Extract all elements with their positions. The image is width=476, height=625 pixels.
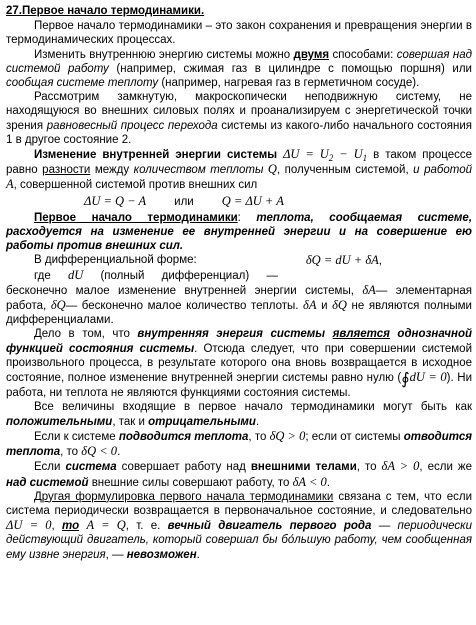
- formula-closed-loop: dU = 0: [409, 370, 447, 385]
- text: в таком процессе равно: [6, 149, 472, 177]
- text: , то: [356, 461, 382, 474]
- text: . Отсюда следует, что при совершении системой произвольного процесса, в результате которого она вновь возвращается в исходное состояние, полное изменение внутренней энергии системы равно нулю (: [6, 342, 472, 385]
- text: ). Ни работа, ни теплота не являются функциями состояния системы.: [6, 372, 472, 400]
- text-perpetual-motion: вечный двигатель первого рода: [167, 520, 372, 533]
- text-negative: отрицательными: [148, 415, 256, 428]
- formula-differential: δQ = dU + δA: [305, 253, 379, 268]
- formula-da-positive: δA > 0: [381, 459, 420, 474]
- text-first-law-wording: теплота, сообщаемая системе, расходуется на изменение ее внутренней энергии и на совершение ею работы против внешних сил.: [6, 211, 473, 253]
- text: .: [196, 548, 200, 561]
- text-internal-energy-change: Изменение внутренней энергии системы: [34, 149, 278, 162]
- text: (например, сжимая газ в цилиндре с помощью поршня) или: [108, 62, 472, 75]
- formula-da-negative: δA < 0: [292, 474, 327, 489]
- symbol-q: Q: [263, 162, 277, 177]
- text: ; если от системы: [305, 430, 404, 443]
- text-heat-quantity: количеством теплоты: [133, 164, 264, 177]
- text-and-work: и работой: [413, 164, 472, 177]
- paragraph-first-law-statement: [6, 211, 472, 254]
- paragraph-closed-system: [6, 90, 472, 147]
- text-or: или: [174, 195, 194, 208]
- formula-first-law-alt: Q = ΔU + A: [221, 193, 284, 208]
- paragraph-differentials: [6, 268, 472, 328]
- text-difference: разности: [42, 164, 91, 177]
- text: , то: [60, 446, 82, 459]
- text: .: [117, 446, 121, 459]
- paragraph-state-function: [6, 327, 472, 400]
- section-heading: 27.Первое начало термодинамики.: [6, 5, 205, 17]
- text: — элементарная работа,: [6, 284, 472, 313]
- paragraph-perpetual-motion: [6, 490, 472, 562]
- text-external-bodies: внешними телами: [250, 461, 357, 474]
- paragraph-internal-energy-change: [6, 147, 472, 193]
- formula-first-law: ΔU = Q − A: [84, 193, 147, 208]
- text-then: то: [62, 520, 80, 533]
- text: Если: [34, 461, 66, 474]
- formula-delta-u: $\Delta U = U_2 - U_1$: [283, 147, 368, 164]
- text: :: [237, 211, 257, 224]
- text: Если к системе: [34, 430, 119, 443]
- text: где: [34, 269, 68, 282]
- formula-dq-negative: δQ < 0: [81, 444, 118, 459]
- symbol-da: δA: [303, 298, 317, 313]
- text: Дело в том, что: [34, 328, 138, 341]
- text-state-function: однозначной функцией состояния системы: [6, 328, 472, 355]
- text: .: [255, 415, 260, 428]
- text: , так и: [112, 415, 149, 428]
- text: (например, нагревая газ в герметичном сосуде).: [158, 77, 420, 90]
- text: ,: [378, 255, 382, 268]
- text: Все величины входящие в первое начало термодинамики могут быть как: [34, 401, 472, 414]
- text-heat-removed: отводится теплота: [6, 430, 473, 459]
- symbol-dq: δQ: [332, 298, 347, 313]
- text: и: [316, 300, 333, 313]
- text: , совершенной системой против внешних сил: [13, 179, 258, 192]
- text: (полный дифференциал) — бесконечно малое изменение внутренней энергии системы,: [6, 269, 363, 297]
- text: связана с тем, что если система периодически возвращается в первоначальное состояние, и следовательно: [6, 490, 472, 517]
- text: , т. е.: [125, 520, 168, 533]
- text-heat-supplied: подводится теплота: [118, 430, 249, 443]
- text: Первое начало термодинамики – это закон сохранения и превращения энергии в термодинамических процессах.: [6, 20, 472, 47]
- text-doing-work: совершая над системой работу: [6, 48, 472, 75]
- text-two-ways: двумя: [293, 48, 330, 61]
- text-impossible: невозможен: [126, 548, 197, 561]
- text-positive: положительными: [6, 415, 113, 428]
- formula-du-zero: ΔU = 0: [6, 518, 52, 533]
- text: , то: [248, 430, 270, 443]
- text: В дифференциальной форме:: [34, 254, 197, 267]
- equation-line: [6, 194, 472, 209]
- text: —: [371, 520, 398, 533]
- symbol-a: A: [6, 177, 14, 192]
- text-over-system: над системой: [6, 476, 89, 489]
- contour-integral-icon: ∮: [401, 369, 410, 389]
- paragraph-differential-form: [6, 253, 472, 267]
- text: , если же: [419, 461, 472, 474]
- paragraph-work-sign: [6, 459, 472, 489]
- text-equilibrium-process: равновесный процесс перехода: [46, 119, 218, 132]
- symbol-dq: δQ: [50, 298, 66, 313]
- paragraph-two-ways: [6, 48, 472, 91]
- text: внешние силы совершают работу, то: [88, 476, 293, 489]
- text: , полученным системой,: [276, 164, 414, 177]
- text: — бесконечно малое количество теплоты.: [65, 300, 304, 313]
- formula-a-equals-q: A = Q: [86, 518, 126, 533]
- text-internal-energy: внутренняя энергия системы: [137, 328, 326, 341]
- text-first-law: Первое начало термодинамики: [34, 211, 238, 224]
- text: Изменить внутреннюю энергию системы можно: [34, 48, 294, 61]
- text: совершает работу над: [116, 461, 251, 474]
- symbol-du: dU: [67, 267, 84, 282]
- text: между: [90, 164, 134, 177]
- text-perpetual-motion-definition: периодически действующий двигатель, который совершал бы бо́льшую работу, чем сообщенная ему извне энергия: [6, 520, 473, 561]
- paragraph-heat-sign: [6, 429, 472, 459]
- text: способами:: [329, 48, 397, 61]
- text: , —: [105, 548, 127, 561]
- text: не являются полными дифференциалами.: [6, 300, 472, 327]
- text: .: [326, 476, 330, 489]
- text: системы из какого-либо начального состояния 1 в другое состояние 2.: [6, 119, 473, 146]
- formula-dq-positive: δQ > 0: [269, 428, 306, 443]
- paragraph-definition: [6, 19, 472, 47]
- text-other-formulation: Другая формулировка первого начала термодинамики: [34, 490, 334, 503]
- text: Рассмотрим замкнутую, макроскопически неподвижную систему, не находящуюся во внешних силовых полях и проанализируем с энергетической точки зрения: [6, 91, 472, 132]
- text: ,: [51, 520, 63, 533]
- paragraph-signs: [6, 400, 472, 428]
- text-system: система: [65, 461, 117, 474]
- text-giving-heat: сообщая системе теплоту: [6, 77, 159, 90]
- text-is: является: [332, 328, 390, 341]
- symbol-da: δA: [362, 282, 376, 297]
